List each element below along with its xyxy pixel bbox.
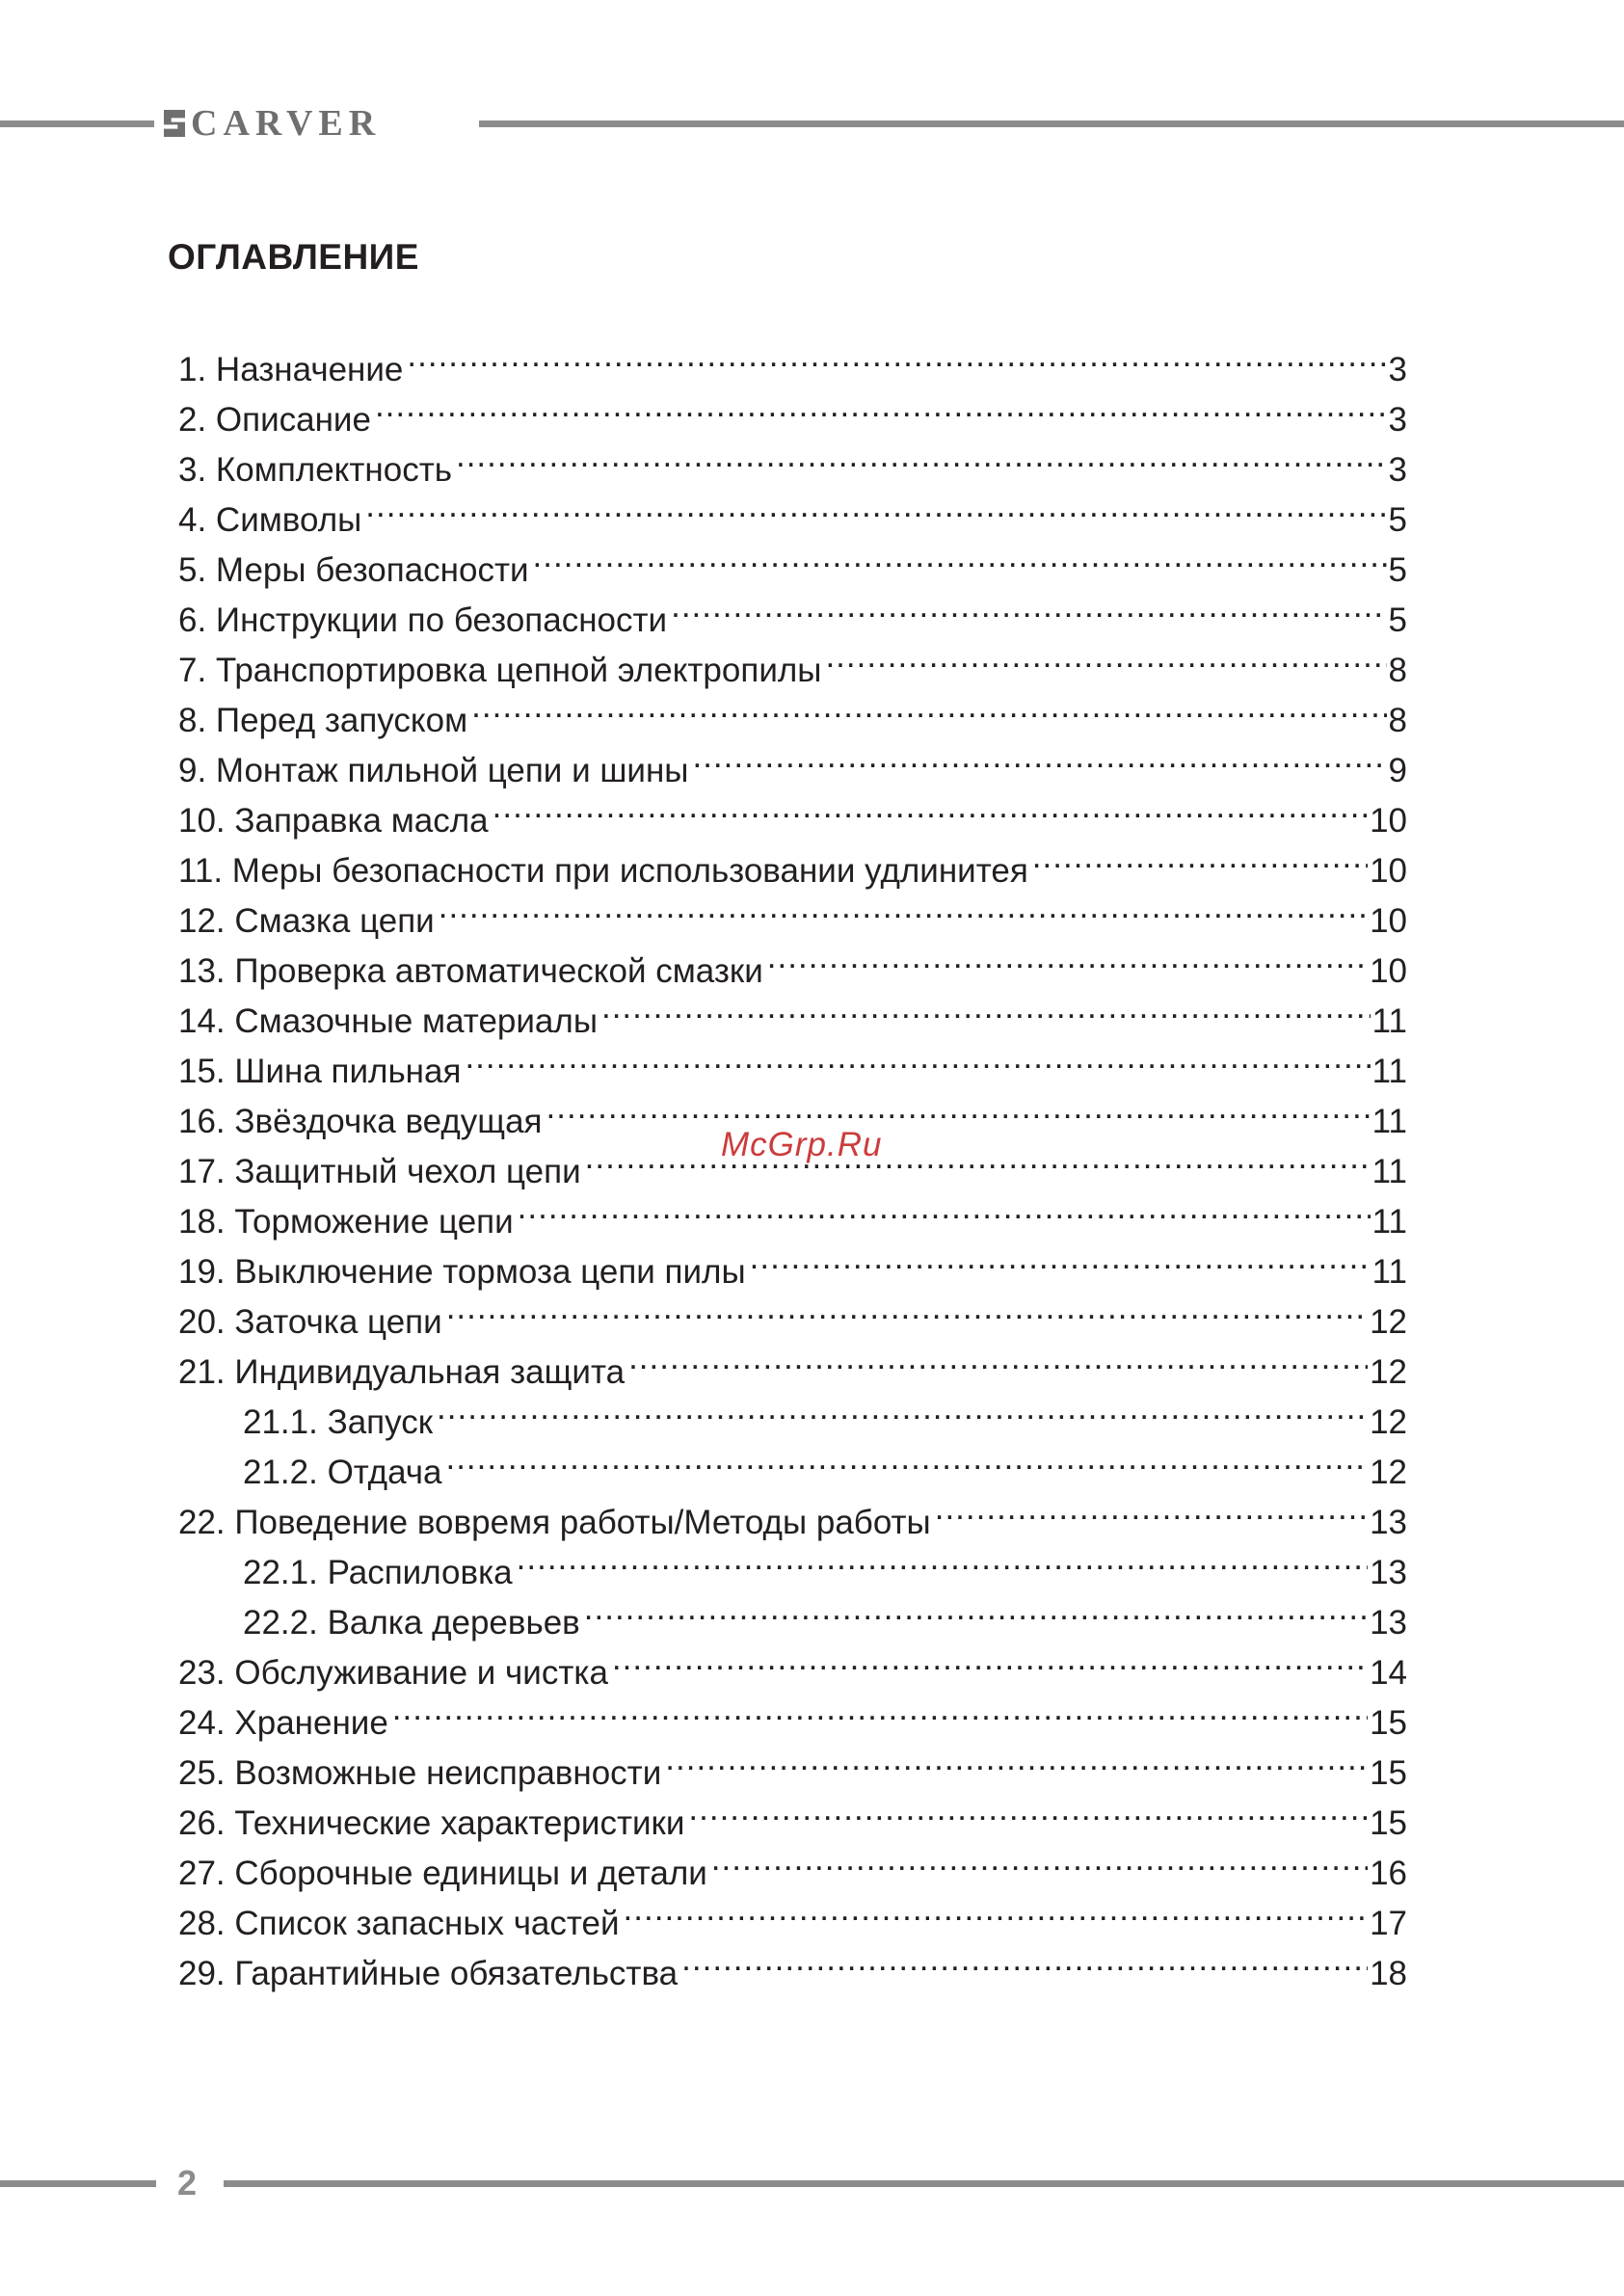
- toc-entry-page: 15: [1370, 1704, 1407, 1742]
- toc-entry[interactable]: [178, 331, 1407, 388]
- toc-entry-title: 6. Инструкции по безопасности: [178, 601, 668, 639]
- toc-dot-leader: [456, 431, 1387, 481]
- toc-entry-page: 17: [1370, 1905, 1407, 1942]
- toc-dot-leader: [546, 1082, 1371, 1133]
- toc-dot-leader: [585, 1133, 1371, 1183]
- toc-dot-leader: [711, 1834, 1368, 1884]
- toc-entry-page: 3: [1388, 401, 1407, 439]
- toc-entry-page: 11: [1371, 1103, 1407, 1140]
- toc-entry-title: 3. Комплектность: [178, 451, 452, 489]
- toc-entry-title: 7. Транспортировка цепной электропилы: [178, 652, 822, 689]
- toc-entry-page: 12: [1370, 1403, 1407, 1441]
- header-rule-left: [0, 120, 154, 127]
- toc-dot-leader: [471, 681, 1386, 732]
- toc-entry-title: 21.2. Отдача: [243, 1454, 442, 1491]
- toc-entry-title: 10. Заправка масла: [178, 802, 489, 840]
- toc-dot-leader: [665, 1734, 1368, 1784]
- toc-entry-page: 14: [1370, 1654, 1407, 1692]
- toc-entry-title: 8. Перед запуском: [178, 702, 468, 739]
- toc-entry-title: 16. Звёздочка ведущая: [178, 1103, 543, 1140]
- toc-entry-page: 11: [1371, 1153, 1407, 1190]
- toc-entry-title: 24. Хранение: [178, 1704, 388, 1742]
- toc-entry-title: 27. Сборочные единицы и детали: [178, 1855, 707, 1892]
- toc-dot-leader: [767, 932, 1368, 982]
- toc-entry-title: 21.1. Запуск: [243, 1403, 434, 1441]
- toc-dot-leader: [439, 882, 1368, 932]
- toc-entry-page: 12: [1370, 1353, 1407, 1391]
- toc-entry-page: 11: [1371, 1002, 1407, 1040]
- toc-entry-page: 8: [1388, 652, 1407, 689]
- toc-entry-page: 13: [1370, 1554, 1407, 1591]
- footer-rule-right: [224, 2180, 1624, 2187]
- toc-entry-title: 23. Обслуживание и чистка: [178, 1654, 608, 1692]
- toc-entry-title: 29. Гарантийные обязательства: [178, 1955, 679, 1992]
- toc-dot-leader: [533, 531, 1387, 581]
- toc-entry-title: 1. Назначение: [178, 351, 404, 388]
- toc-dot-leader: [518, 1183, 1371, 1233]
- toc-entry-page: 3: [1388, 351, 1407, 388]
- toc-entry-page: 18: [1370, 1955, 1407, 1992]
- toc-dot-leader: [935, 1483, 1368, 1534]
- toc-dot-leader: [628, 1333, 1368, 1383]
- toc-entry-page: 3: [1388, 451, 1407, 489]
- toc-dot-leader: [750, 1233, 1371, 1283]
- toc-entry-page: 13: [1370, 1604, 1407, 1642]
- toc-dot-leader: [601, 982, 1371, 1032]
- toc-dot-leader: [612, 1634, 1368, 1684]
- toc-dot-leader: [493, 782, 1368, 832]
- toc-entry-title: 15. Шина пильная: [178, 1053, 462, 1090]
- toc-entry-page: 15: [1370, 1804, 1407, 1842]
- toc-entry-title: 5. Меры безопасности: [178, 551, 529, 589]
- toc-entry-title: 4. Символы: [178, 501, 362, 539]
- toc-entry-page: 12: [1370, 1303, 1407, 1341]
- toc-entry-page: 16: [1370, 1855, 1407, 1892]
- toc-entry-page: 5: [1388, 551, 1407, 589]
- toc-entry-page: 11: [1371, 1053, 1407, 1090]
- toc-entry-title: 13. Проверка автоматической смазки: [178, 952, 763, 990]
- toc-entry-page: 11: [1371, 1253, 1407, 1291]
- toc-dot-leader: [446, 1283, 1368, 1333]
- watermark: McGrp.Ru: [721, 1126, 883, 1163]
- toc-dot-leader: [517, 1534, 1368, 1584]
- toc-entry-title: 9. Монтаж пильной цепи и шины: [178, 752, 689, 789]
- toc-entry-title: 17. Защитный чехол цепи: [178, 1153, 581, 1190]
- toc-dot-leader: [584, 1584, 1368, 1634]
- toc-entry-page: 13: [1370, 1504, 1407, 1541]
- toc-entry-page: 15: [1370, 1754, 1407, 1792]
- toc-entry-page: 5: [1388, 501, 1407, 539]
- toc-entry-title: 20. Заточка цепи: [178, 1303, 442, 1341]
- toc-entry-title: 14. Смазочные материалы: [178, 1002, 598, 1040]
- toc-entry-page: 5: [1388, 601, 1407, 639]
- toc-entry-page: 11: [1371, 1203, 1407, 1241]
- header-rule-right: [479, 120, 1624, 127]
- toc-dot-leader: [624, 1884, 1369, 1935]
- toc-entry-title: 19. Выключение тормоза цепи пилы: [178, 1253, 746, 1291]
- page-title: ОГЛАВЛЕНИЕ: [168, 237, 419, 277]
- toc-dot-leader: [692, 732, 1386, 782]
- toc-dot-leader: [825, 631, 1386, 681]
- toc-dot-leader: [1032, 832, 1368, 882]
- toc-entry-page: 12: [1370, 1454, 1407, 1491]
- toc-dot-leader: [445, 1433, 1368, 1483]
- toc-entry-page: 9: [1388, 752, 1407, 789]
- toc-dot-leader: [671, 581, 1386, 631]
- footer-rule-left: [0, 2180, 156, 2187]
- page-number: 2: [177, 2163, 198, 2203]
- toc-dot-leader: [365, 481, 1386, 531]
- toc-dot-leader: [407, 331, 1386, 381]
- toc-entry-page: 10: [1370, 902, 1407, 940]
- toc-dot-leader: [437, 1383, 1368, 1433]
- brand-logo: [164, 103, 382, 144]
- toc-dot-leader: [392, 1684, 1368, 1734]
- toc-entry-page: 10: [1370, 852, 1407, 890]
- toc-entry-title: 26. Технические характеристики: [178, 1804, 685, 1842]
- toc-entry-title: 22. Поведение вовремя работы/Методы работы: [178, 1504, 931, 1541]
- toc-entry-title: 28. Список запасных частей: [178, 1905, 620, 1942]
- toc-entry-title: 21. Индивидуальная защита: [178, 1353, 626, 1391]
- toc-dot-leader: [688, 1784, 1368, 1834]
- carver-logo-icon: [164, 110, 185, 137]
- toc-entry-page: 10: [1370, 802, 1407, 840]
- toc-dot-leader: [465, 1032, 1370, 1082]
- toc-entry-title: 22.2. Валка деревьев: [243, 1604, 580, 1642]
- toc-dot-leader: [681, 1935, 1368, 1985]
- toc-entry-page: 8: [1388, 702, 1407, 739]
- toc-entry-page: 10: [1370, 952, 1407, 990]
- brand-name: CARVER: [191, 103, 382, 144]
- toc-entry-title: 2. Описание: [178, 401, 371, 439]
- toc-entry-title: 12. Смазка цепи: [178, 902, 435, 940]
- toc-entry-title: 25. Возможные неисправности: [178, 1754, 662, 1792]
- toc-dot-leader: [375, 381, 1387, 431]
- toc-entry-title: 22.1. Распиловка: [243, 1554, 513, 1591]
- toc-entry-title: 18. Торможение цепи: [178, 1203, 514, 1241]
- toc-entry-title: 11. Меры безопасности при использовании удлинитея: [178, 852, 1028, 890]
